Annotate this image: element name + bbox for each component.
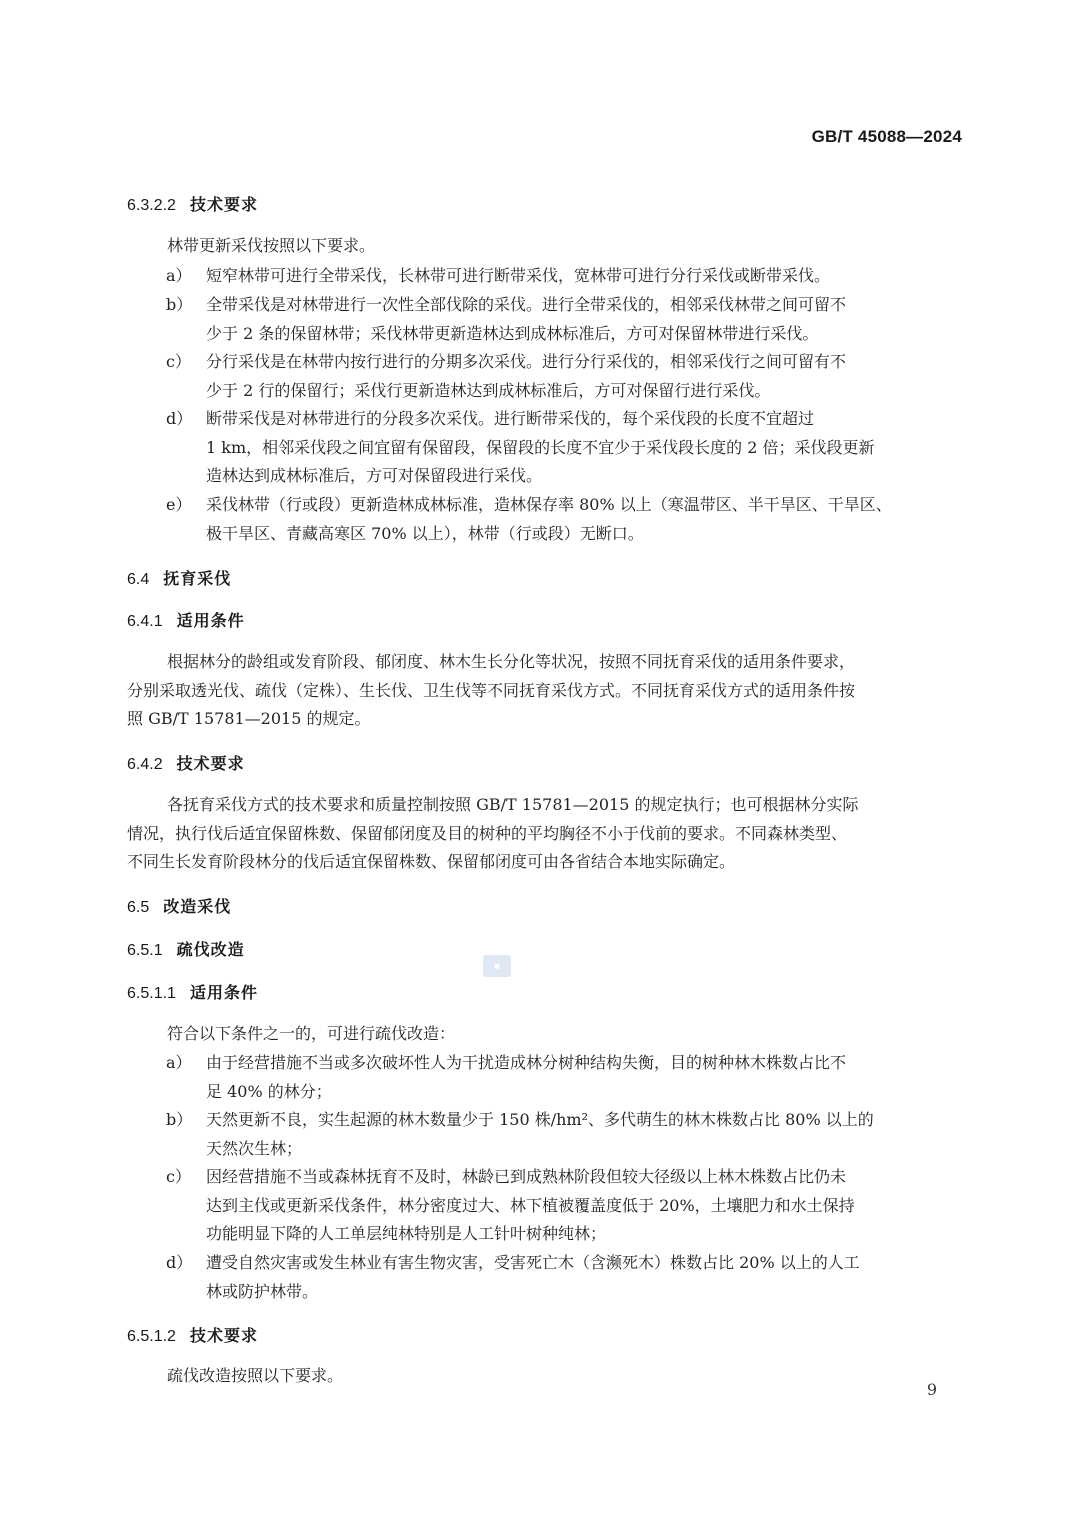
section-title: 适用条件 [176,611,245,630]
list-item-line: 少于 2 条的保留林带；采伐林带更新造林达到成林标准后，方可对保留林带进行采伐。 [206,323,819,343]
section-number: 6.5 [127,899,150,916]
list-item-line: 断带采伐是对林带进行的分段多次采伐。进行断带采伐的，每个采伐段的长度不宜超过 [206,409,815,428]
list-marker: b） [166,1110,193,1129]
section-number: 6.5.1.2 [127,1328,176,1345]
list-item [166,1163,966,1249]
list-marker: a） [166,266,192,285]
paragraph-line: 各抚育采伐方式的技术要求和质量控制按照 GB/T 15781—2015 的规定执行；也可根据林分实际 [167,795,859,814]
section-title: 适用条件 [189,983,258,1002]
list-item [166,291,966,348]
section-number: 6.4.2 [127,756,163,773]
section-title: 改造采伐 [163,897,232,916]
watermark-logo-icon: ◼ [483,955,511,977]
section-heading-6-5 [127,894,231,917]
list-marker: c） [166,1167,191,1186]
paragraph-line: 照 GB/T 15781—2015 的规定。 [127,709,371,728]
list-item [166,1049,966,1106]
section-heading-6-5-1-1 [127,980,258,1003]
section-heading-6-5-1 [127,937,245,960]
section-heading-6-4-2 [127,751,245,774]
section-number: 6.4.1 [127,613,163,630]
paragraph-line: 分别采取透光伐、疏伐（定株）、生长伐、卫生伐等不同抚育采伐方式。不同抚育采伐方式的适用条件按 [127,680,856,700]
list-item [166,405,966,491]
list-item [166,262,966,291]
list-item-line: 遭受自然灾害或发生林业有害生物灾害，受害死亡木（含濒死木）株数占比 20% 以上的人工 [206,1253,860,1272]
paragraph-line: 根据林分的龄组或发育阶段、郁闭度、林木生长分化等状况，按照不同抚育采伐的适用条件要求， [167,652,856,671]
paragraph-line: 不同生长发育阶段林分的伐后适宜保留株数、保留郁闭度可由各省结合本地实际确定。 [127,852,736,871]
section-intro: 林带更新采伐按照以下要求。 [167,236,376,255]
list-item-line: 短窄林带可进行全带采伐，长林带可进行断带采伐，宽林带可进行分行采伐或断带采伐。 [206,266,831,285]
list-marker: b） [166,295,193,314]
list-marker: c） [166,352,191,371]
list-marker: a） [166,1053,192,1072]
list-item-line: 少于 2 行的保留行；采伐行更新造林达到成林标准后，方可对保留行进行采伐。 [206,380,771,400]
list-item [166,348,966,405]
list-marker: e） [166,495,192,514]
list-item-line: 天然次生林； [206,1138,303,1158]
list-marker: d） [166,409,193,428]
list-item-line: 极干旱区、青藏高寒区 70% 以上），林带（行或段）无断口。 [206,523,644,543]
section-heading-6-4 [127,566,231,589]
section-paragraph [127,791,965,877]
page-number: 9 [926,1380,937,1399]
list-item-line: 造林达到成林标准后，方可对保留段进行采伐。 [206,466,543,485]
section-heading-6-3-2-2 [127,192,258,215]
section-title: 技术要求 [189,195,258,214]
list-item-line: 采伐林带（行或段）更新造林成林标准，造林保存率 80% 以上（寒温带区、半干旱区、干旱区、 [206,495,892,514]
paragraph-line: 情况，执行伐后适宜保留株数、保留郁闭度及目的树种的平均胸径不小于伐前的要求。不同森林类型、 [127,823,848,843]
section-number: 6.3.2.2 [127,197,176,214]
section-title: 技术要求 [176,754,245,773]
section-paragraph [127,648,965,734]
list-item-line: 功能明显下降的人工单层纯林特别是人工针叶树种纯林； [206,1224,607,1243]
document-id: GB/T 45088—2024 [811,127,962,146]
list-item-line: 分行采伐是在林带内按行进行的分期多次采伐。进行分行采伐的，相邻采伐行之间可留有不 [206,352,847,371]
list-item-line: 1 km，相邻采伐段之间宜留有保留段，保留段的长度不宜少于采伐段长度的 2 倍；采伐段更新 [206,437,875,457]
section-title: 技术要求 [189,1326,258,1345]
list-item [166,1106,966,1163]
section-intro: 符合以下条件之一的，可进行疏伐改造： [167,1024,456,1043]
list-item-line: 林或防护林带。 [206,1281,319,1301]
section-heading-6-4-1 [127,608,245,631]
section-title: 抚育采伐 [163,569,232,588]
section-number: 6.5.1 [127,942,163,959]
list-item-line: 达到主伐或更新采伐条件，林分密度过大、林下植被覆盖度低于 20%，土壤肥力和水土保持 [206,1195,855,1215]
list-marker: d） [166,1253,193,1272]
section-number: 6.4 [127,571,150,588]
section-number: 6.5.1.1 [127,985,176,1002]
list-item [166,1249,966,1306]
list-item-line: 因经营措施不当或森林抚育不及时，林龄已到成熟林阶段但较大径级以上林木株数占比仍未 [206,1167,847,1186]
section-heading-6-5-1-2 [127,1323,258,1346]
section-title: 疏伐改造 [176,940,245,959]
list-item-line: 全带采伐是对林带进行一次性全部伐除的采伐。进行全带采伐的，相邻采伐林带之间可留不 [206,295,847,314]
list-item-line: 天然更新不良，实生起源的林木数量少于 150 株/hm²、多代萌生的林木株数占比 80% 以上的 [206,1110,874,1129]
list-item [166,491,966,548]
list-item-line: 由于经营措施不当或多次破坏性人为干扰造成林分树种结构失衡，目的树种林木株数占比不 [206,1053,847,1072]
section-intro: 疏伐改造按照以下要求。 [167,1366,344,1385]
list-item-line: 足 40% 的林分； [206,1081,332,1101]
